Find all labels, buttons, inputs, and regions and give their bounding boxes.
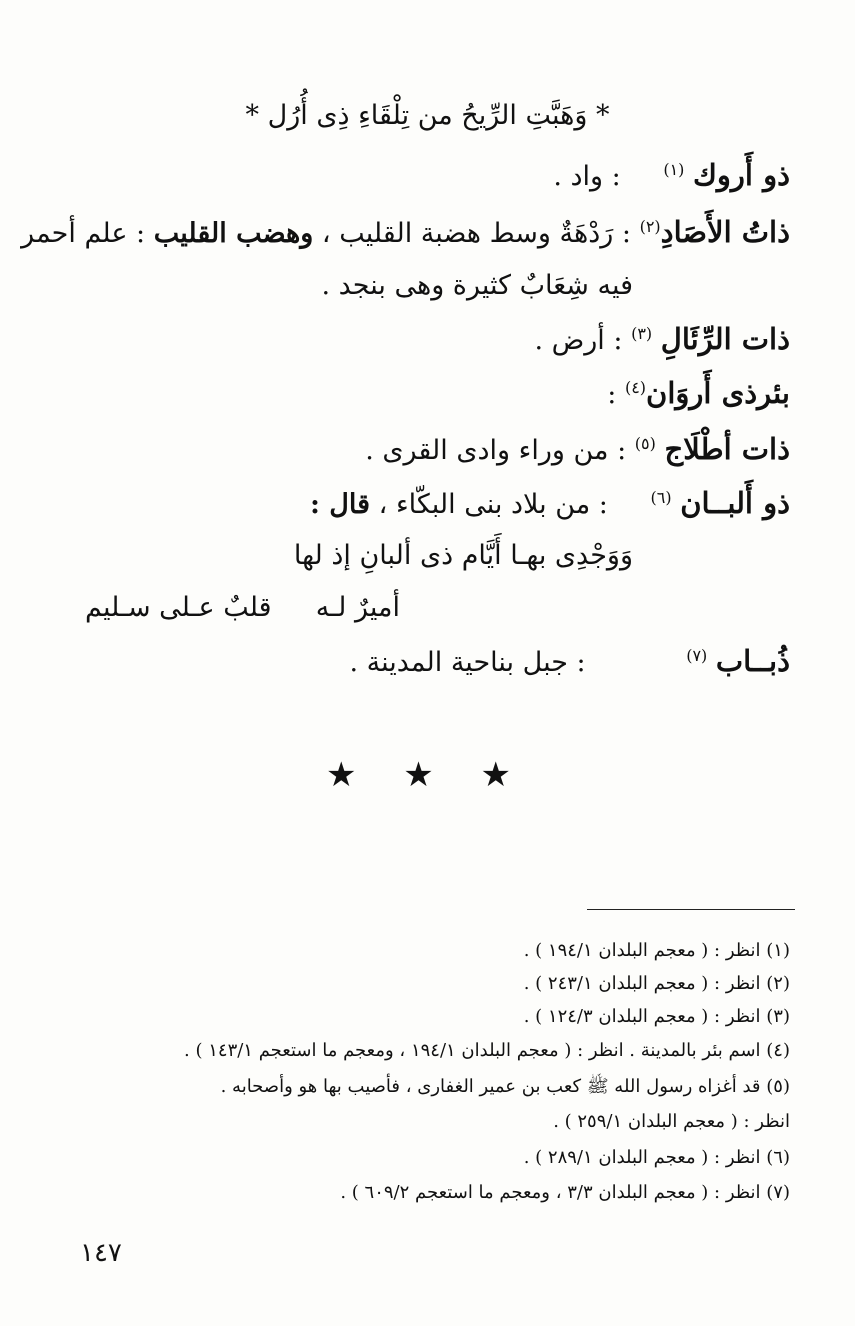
poem-line-2-first: أميرٌ لـه — [315, 592, 400, 623]
footnote-rule — [587, 909, 795, 910]
entry-1 — [553, 158, 790, 192]
entry-headword: بئرذى أَروَان — [646, 376, 790, 410]
entry-text: : علم أحمر — [21, 218, 154, 249]
entry-3 — [534, 322, 790, 356]
footnote-ref: (٤) — [624, 378, 647, 397]
entry-headword: ذو أَروك — [693, 158, 790, 192]
entry-text: : واد . — [553, 161, 621, 192]
entry-headword: ذو أَلبــان — [680, 486, 790, 520]
footnote-ref: (٣) — [631, 324, 653, 343]
entry-bold-term: قال : — [309, 489, 371, 520]
page-number: ١٤٧ — [80, 1238, 122, 1268]
footnote-ref: (٢) — [639, 217, 661, 236]
footnote-1: (١) انظر : ( معجم البلدان ١٩٤/١ ) . — [523, 940, 790, 961]
entry-headword: ذُبــاب — [715, 644, 790, 678]
entry-6 — [310, 486, 790, 520]
entry-headword: ذات الرِّئَالِ — [660, 322, 790, 356]
footnote-ref: (١) — [663, 160, 685, 179]
entry-headword: ذاتُ الأَصَادِ — [660, 215, 790, 249]
entry-2 — [21, 215, 790, 249]
verse-top: * وَهَبَّتِ الرِّيحُ من تِلْقَاءِ ذِى أُرُل * — [245, 100, 610, 131]
entry-headword: ذات أطْلَاج — [664, 432, 790, 466]
entry-text: : أرض . — [534, 325, 623, 356]
footnote-3: (٣) انظر : ( معجم البلدان ١٢٤/٣ ) . — [523, 1006, 790, 1027]
footnote-ref: (٥) — [634, 434, 656, 453]
entry-text: : رَدْهَةٌ وسط هضبة القليب ، — [313, 218, 631, 249]
entry-text: : جبل بناحية المدينة . — [349, 647, 586, 678]
footnote-5-continuation: انظر : ( معجم البلدان ٢٥٩/١ ) . — [553, 1111, 790, 1132]
entry-7 — [349, 644, 790, 678]
footnote-6: (٦) انظر : ( معجم البلدان ٢٨٩/١ ) . — [523, 1147, 790, 1168]
footnote-ref: (٦) — [650, 488, 672, 507]
footnote-2: (٢) انظر : ( معجم البلدان ٢٤٣/١ ) . — [523, 973, 790, 994]
footnote-ref: (٧) — [686, 646, 708, 665]
entry-text: : من وراء وادى القرى . — [365, 435, 627, 466]
section-divider-stars: ★ ★ ★ — [325, 755, 530, 795]
footnote-4: (٤) اسم بئر بالمدينة . انظر : ( معجم البلدان ١٩٤/١ ، ومعجم ما استعجم ١٤٣/١ ) . — [184, 1040, 790, 1061]
entry-bold-term: وهضب القليب — [153, 218, 314, 249]
entry-5 — [365, 432, 790, 466]
footnote-7: (٧) انظر : ( معجم البلدان ٣/٣ ، ومعجم ما استعجم ٦٠٩/٢ ) . — [340, 1182, 790, 1203]
footnote-5: (٥) قد أغزاه رسول الله ﷺ كعب بن عمير الغفارى ، فأصيب بها هو وأصحابه . — [220, 1076, 790, 1097]
entry-2-continuation: فيه شِعَابٌ كثيرة وهى بنجد . — [321, 270, 633, 301]
entry-text: : من بلاد بنى البكّاء ، — [370, 489, 608, 520]
poem-line-1: وَوَجْدِى بهـا أَيَّام ذى ألبانِ إذ لها — [293, 540, 633, 571]
poem-line-2-second: قلبٌ عـلى سـليم — [85, 592, 272, 623]
entry-4 — [607, 376, 790, 410]
entry-text: : — [607, 379, 617, 410]
